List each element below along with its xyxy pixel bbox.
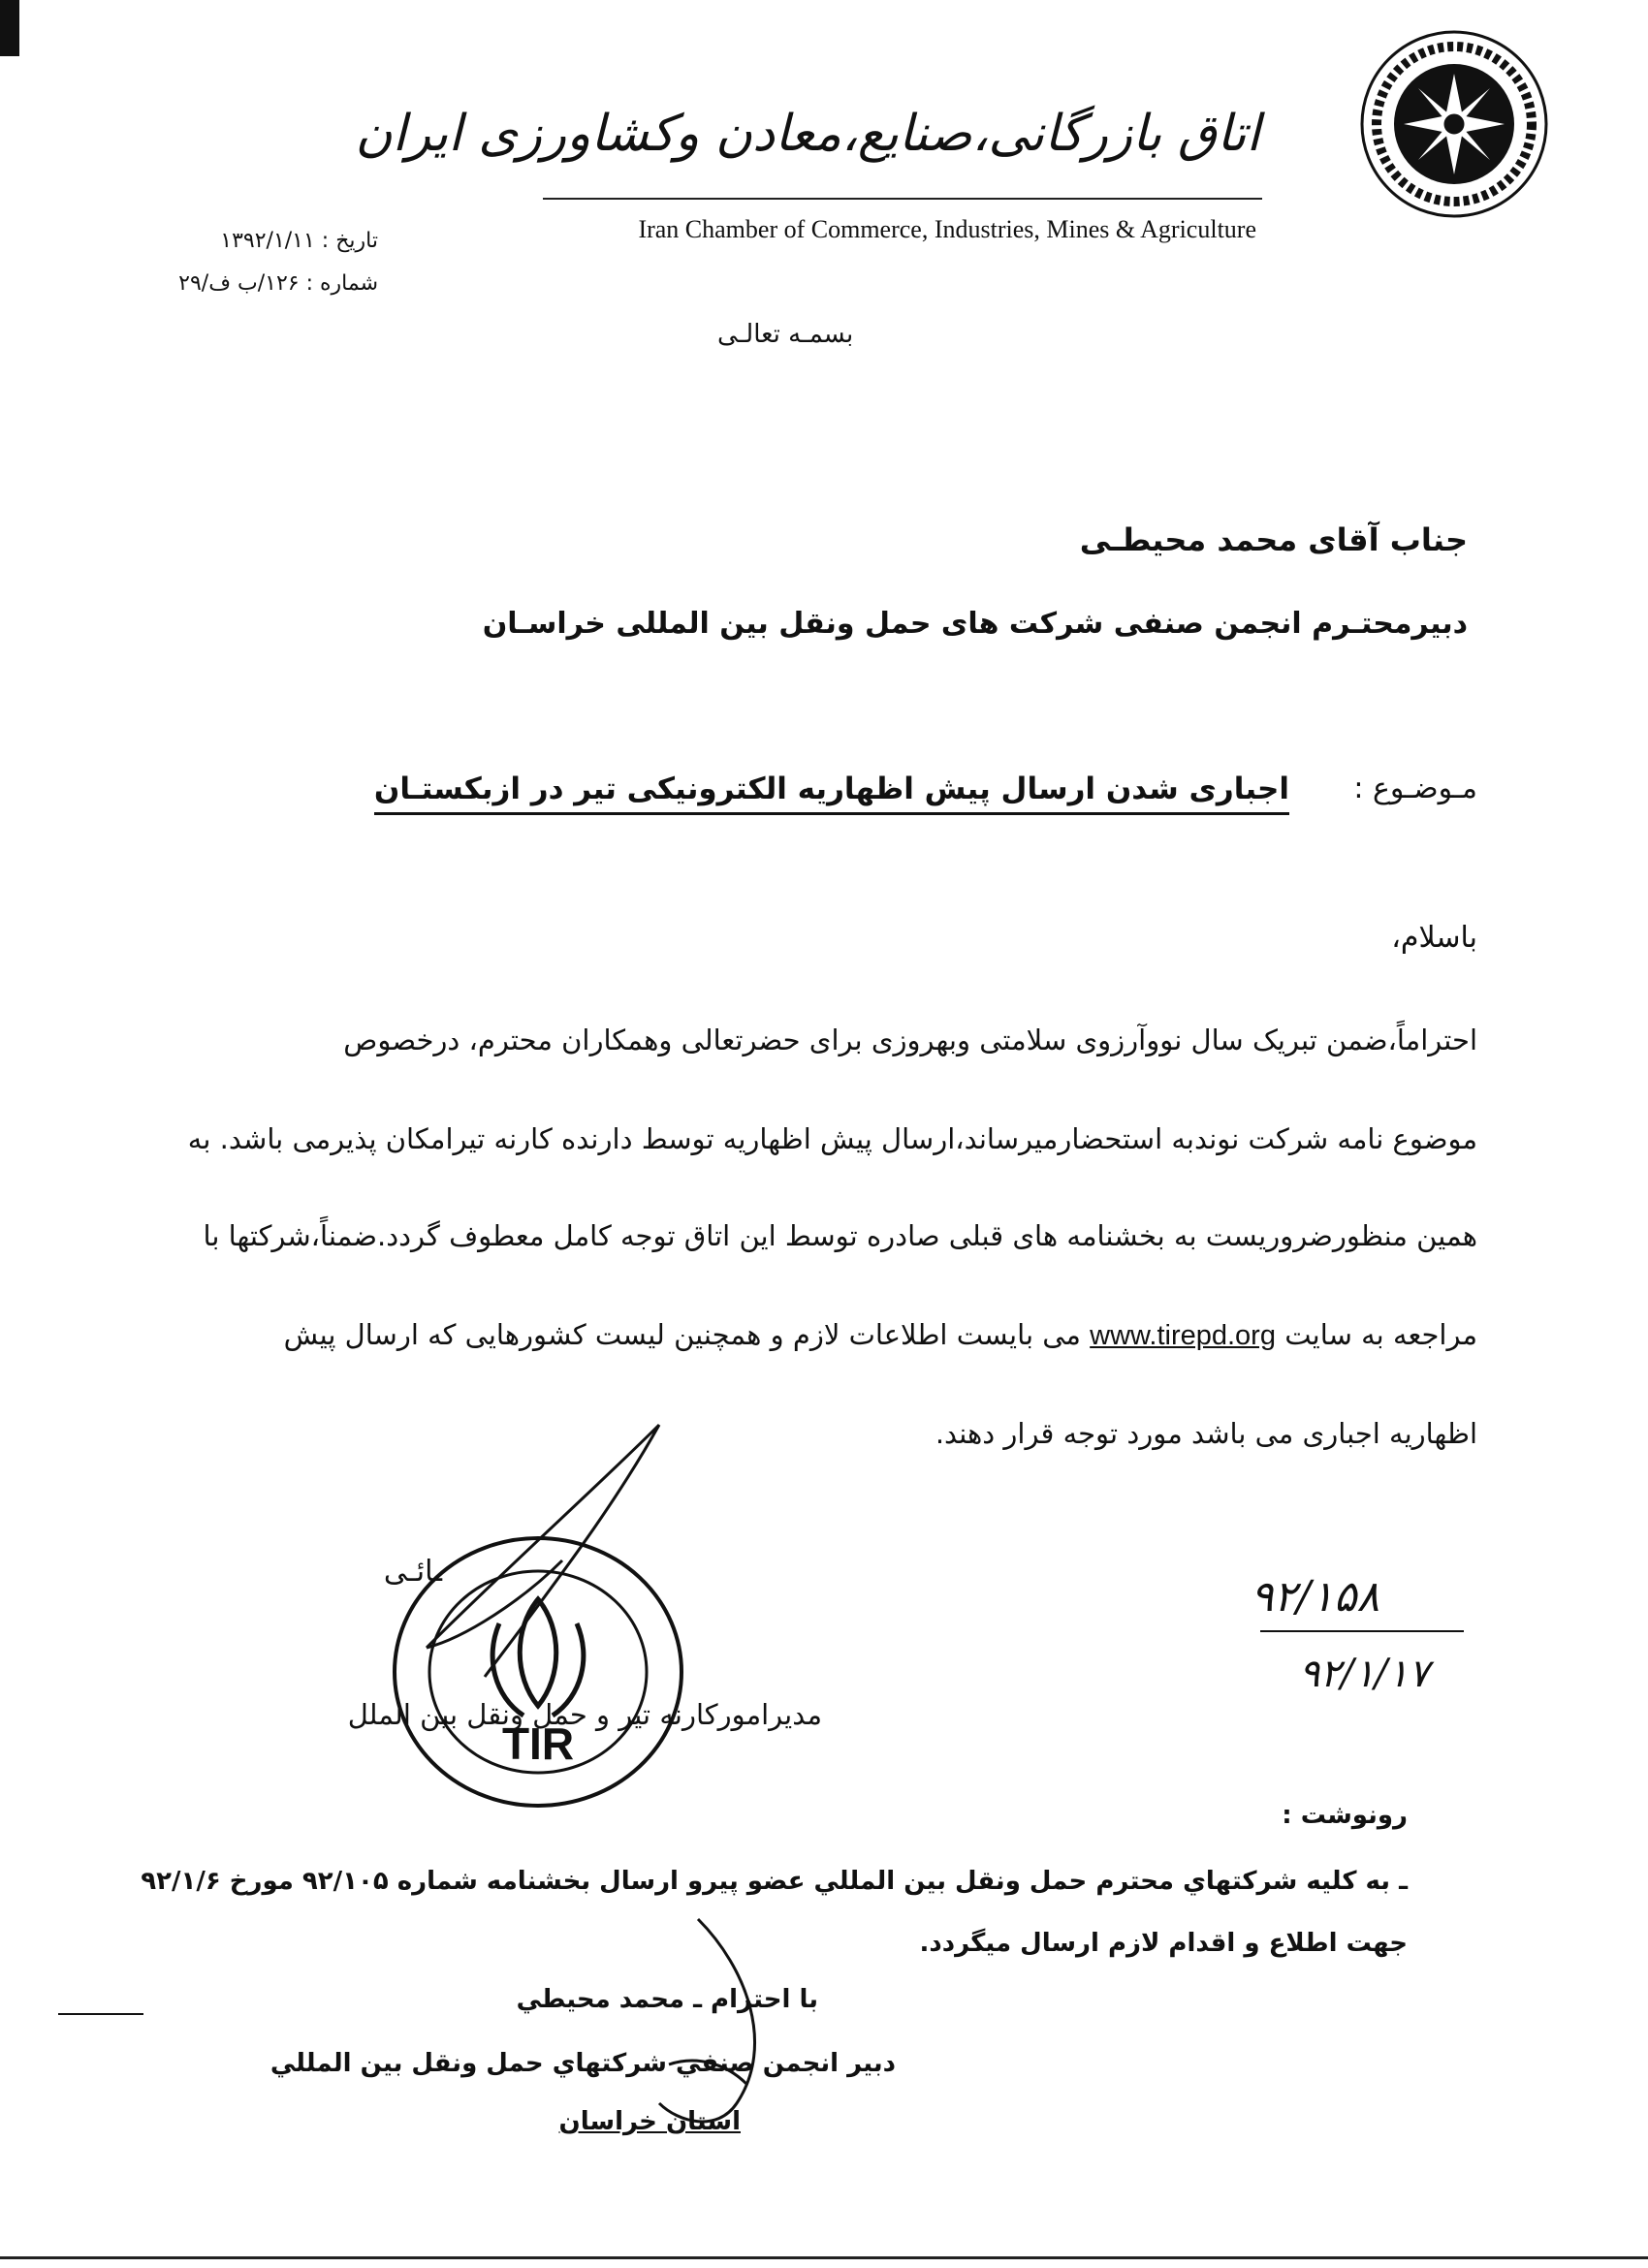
body-line-5: اظهاریه اجباری می باشد مورد توجه قرار دهند. — [935, 1417, 1477, 1450]
body-line-2: موضوع نامه شرکت نوندبه استحضارمیرساند،ارسال پیش اظهاریه توسط دارنده کارنه تیرامکان پذیرمی باشد. به — [187, 1122, 1477, 1155]
body-line-4 — [284, 1318, 1477, 1352]
closing-regards: با احترام ـ محمد محيطي — [516, 1985, 818, 2014]
closing-position: دبير انجمن صنفي شركتهاي حمل ونقل بين المللي — [269, 2049, 896, 2078]
body-line-4-start: مراجعه به سایت — [1284, 1318, 1477, 1351]
body-line-4-end: می بایست اطلاعات لازم و همچنین لیست کشورهایی که ارسال پیش — [283, 1318, 1081, 1351]
chamber-logo-icon — [1357, 27, 1551, 221]
recipient-name: جناب آقای محمد محیطـی — [1079, 521, 1468, 558]
invocation-heading: بسمـه تعالـی — [717, 320, 854, 349]
org-name-english: Iran Chamber of Commerce, Industries, Mines & Agriculture — [638, 215, 1256, 243]
cc-line-1: ـ به كليه شركتهاي محترم حمل ونقل بين المللي عضو پيرو ارسال بخشنامه شماره ۹۲/۱۰۵ مورخ ۹۲/۱/۶ — [141, 1867, 1408, 1896]
scan-edge-mark — [0, 0, 19, 56]
greeting: باسلام، — [1391, 921, 1477, 955]
org-name-persian: اتاق بازرگانی،صنایع،معادن وکشاورزی ایران — [355, 105, 1260, 163]
scan-bottom-edge — [0, 2256, 1648, 2259]
subject-text: اجباری شدن ارسال پیش اظهاریه الکترونیکی تیر در ازبکستـان — [374, 772, 1289, 815]
seal-tir-text: TIR — [501, 1718, 575, 1769]
header-rule — [543, 198, 1262, 200]
handwritten-date: ۹۲/۱/۱۷ — [1299, 1652, 1430, 1696]
margin-rule — [58, 2013, 143, 2015]
letter-number: شماره : ۱۲۶/ب ف/۲۹ — [178, 271, 378, 296]
subject-label: مـوضـوع : — [1353, 772, 1477, 805]
signer-name-partial: ـائـی — [383, 1555, 442, 1589]
cc-label: رونوشت : — [1282, 1801, 1408, 1830]
closing-province: استان خراسان — [558, 2107, 741, 2136]
cc-line-2: جهت اطلاع و اقدام لازم ارسال ميگردد. — [919, 1929, 1408, 1958]
handwritten-number: ۹۲/۱۵۸ — [1251, 1572, 1379, 1622]
lower-signature-scribble-icon — [640, 1909, 776, 2142]
body-line-1: احتراماً،ضمن تبریک سال نووآرزوی سلامتی وبهروزی برای حضرتعالی وهمکاران محترم، درخصوص — [343, 1024, 1477, 1056]
handwritten-underline — [1260, 1630, 1464, 1632]
recipient-title: دبیرمحتـرم انجمن صنفی شرکت های حمل ونقل بین المللی خراسـان — [482, 607, 1468, 641]
letter-date: تاریخ : ۱۳۹۲/۱/۱۱ — [220, 229, 378, 253]
body-line-3: همین منظورضروریست به بخشنامه های قبلی صادره توسط این اتاق توجه کامل معطوف گردد.ضمناً،شرکتها با — [203, 1219, 1477, 1252]
tirepd-website-link[interactable]: www.tirepd.org — [1090, 1320, 1276, 1351]
signer-title: مدیرامورکارنه تیر و حمل ونقل بین الملل — [347, 1698, 822, 1731]
